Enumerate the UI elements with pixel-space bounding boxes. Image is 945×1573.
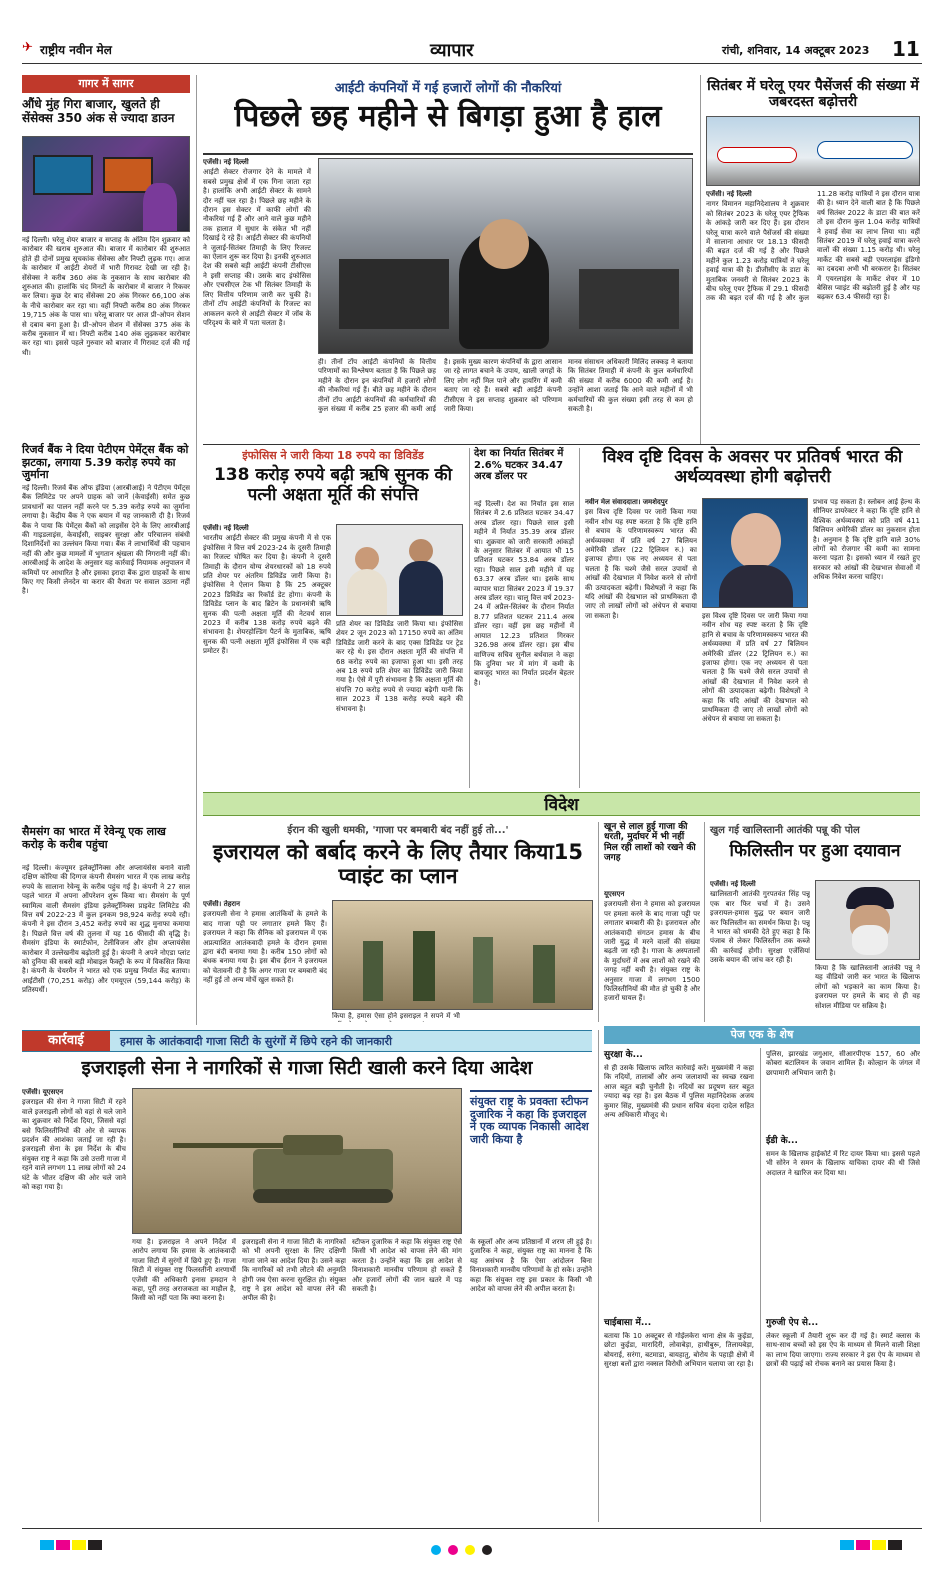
karyawahi-headline: इजराइली सेना ने नागरिकों से गाजा सिटी खाली करने दिया आदेश — [81, 1057, 533, 1079]
footer-rule — [22, 1528, 922, 1529]
date-line: रांची, शनिवार, 14 अक्टूबर 2023 — [722, 44, 870, 57]
newspaper-name: राष्ट्रीय नवीन मेल — [40, 43, 112, 57]
gaza-body — [604, 890, 700, 1022]
it-byline: एजेंसी। नई दिल्ली — [203, 158, 249, 166]
soldiers-photo — [332, 900, 593, 1010]
reg-dot-magenta — [448, 1545, 458, 1555]
israel-body-text: इजरायली सेना ने हमास आतंकियों के हमले के बाद गाजा पट्टी पर लगातार हमले किए हैं। इजरायल ने कहा कि सैनिक को इजरायल में एक अप्रत्याशित आतंकवादी हमले के दौरान हमास द्वारा बंदी बनाया गया है। करीब 150 लोगों को बंधक बनाया गया है। इस बीच ईरान ने इजरायल को चेतावनी दी है कि अगर गाजा पर बमबारी बंद नहीं हुई तो अन्य मोर्चे खुल सकते हैं। — [203, 910, 327, 985]
page-number: 11 — [892, 37, 920, 61]
black-swatch-r — [888, 1540, 902, 1550]
magenta-swatch-r — [856, 1540, 870, 1550]
karyawahi-label: कार्रवाई — [22, 1031, 110, 1051]
it-body-2: ही। तीनों टॉप आईटी कंपनियों के वित्तीय परिणामों का विश्लेषण बताता है कि पिछले छह महीने के दौरान इन कंपनियों में हजारों लोगों की नौकरियां गई हैं। बीते छह महीने के दौरान तीनों टॉप आईटी कंपनियों की कर्मचारियों की कुल संख्या में करीब 25 हजार की कमी आई है। इसके मुख्य कारण कंपनियों के द्वारा आसान जा रहे लागत बचाने के उपाय, खाली जगहों के लिए लोग नहीं मिल पाने और हायरिंग में कमी बताए जा रहे हैं। सबसे बड़ी आईटी कंपनी टीसीएस ने इस सप्ताह शुक्रवार को परिणाम जारी किया। — [318, 358, 562, 414]
yellow-swatch-r — [872, 1540, 886, 1550]
karyawahi-kicker: हमास के आतंकवादी गाजा सिटी के सुरंगों में छिपे रहने की जानकारी — [120, 1035, 392, 1048]
pannu-body — [710, 880, 810, 1022]
air-body — [706, 190, 920, 440]
reg-dot-yellow — [465, 1545, 475, 1555]
chaibasa-title: चाईबासा में... — [604, 1318, 652, 1328]
yellow-swatch — [72, 1540, 86, 1550]
police-body: पुलिस, झारखंड जगुआर, सीआरपीएफ 157, 60 और कोबरा बटालियन के जवान शामिल हैं। कोल्हान के जंगल में छापामारी अभियान जारी है। — [766, 1050, 920, 1077]
gaza-headline: खून से लाल हुई गाजा की धरती, मुर्दाघर में भी नहीं मिल रही लाशों को रखने की जगह — [604, 822, 696, 864]
color-bar-right — [840, 1540, 902, 1550]
left-body-2: नई दिल्ली। रिजर्व बैंक ऑफ इंडिया (आरबीआई) ने पेटीएम पेमेंट्स बैंक लिमिटेड पर अपने ग्राहक को जानें (केवाईसी) समेत कुछ प्रावधानों का पालन नहीं करने पर 5.39 करोड़ रुपये का जुर्माना लगाया है। केंद्रीय बैंक ने एक बयान में यह जानकारी दी है। रिजर्व बैंक ने पाया कि पेमेंट्स बैंकों को लाइसेंस देने के लिए आरबीआई की गाइडलाइंस, केवाईसी, साइबर सुरक्षा और परिचालन संबंधी दिशानिर्देशों का उल्लंघन किया गया। बैंक ने लाभार्थियों की पहचान नहीं की और कुछ मामलों में भुगतान श्रृंखला की निगरानी नहीं की। आरबीआई के आदेश के अनुसार यह कार्रवाई नियामक अनुपालन में कमियों पर आधारित है और इसका इरादा बैंक द्वारा ग्राहकों के साथ किए गए किसी लेनदेन या करार की वैधता पर सवाल उठाना नहीं है। — [22, 484, 190, 596]
left-headline-1: औंधे मुंह गिरा बाजार, खुलते ही सेंसेक्स 350 अंक से ज्यादा डाउन — [22, 97, 175, 125]
pannu-portrait-photo — [815, 880, 920, 960]
cyan-swatch — [40, 1540, 54, 1550]
left-headline-2: रिजर्व बैंक ने दिया पेटीएम पेमेंट्स बैंक को झटका, लगाया 5.39 करोड़ रुपये का जुर्माना — [22, 443, 189, 482]
it-body-3: मानव संसाधन अधिकारी मिलिंद लक्कड़ ने बताया कि सितंबर तिमाही में कंपनी के कुल कर्मचारियों की संख्या में करीब 6000 की कमी आई है। उन्होंने आशा जताई कि आने वाले महीनों में भी कर्मचारियों की कुल संख्या इसी तरह से कम हो सकती है। — [568, 358, 693, 414]
masthead — [22, 36, 922, 64]
ed-body: समन के खिलाफ हाईकोर्ट में रिट दायर किया था। इससे पहले भी सोरेन ने समन के खिलाफ याचिका दायर की थी जिसे अदालत ने खारिज कर दिया था। — [766, 1150, 920, 1177]
karyawahi-body-2: गया है। इजराइल ने अपने निर्देश में आरोप लगाया कि हमास के आतंकवादी गाजा सिटी में सुरंगों में छिपे हुए हैं। गाजा सिटी में संयुक्त राष्ट्र फिलस्तीनी शरणार्थी एजेंसी की अधिकारी इनास हमदान ने कहा, पूरी तरह अराजकता का माहौल है, किसी को नहीं पता कि क्या करना है। — [132, 1238, 236, 1303]
sight-body-3: इस विश्व दृष्टि दिवस पर जारी किया गया नवीन शोध यह स्पष्ट करता है कि दृष्टि हानि से बचाव के परिणामस्वरूप भारत की अर्थव्यवस्था में प्रति वर्ष 27 बिलियन अमेरिकी डॉलर (22 ट्रिलियन रु.) का इजाफा होगा। एक नए अध्ययन से पता चलता है कि चश्मे जैसे सरल उपायों से आंखों की देखभाल में निवेश करने से लोगों की उत्पादकता बढ़ेगी। विशेषज्ञों ने कहा कि यदि आंखों की देखभाल को प्राथमिकता दी जाए तो लाखों लोगों को अंधेपन से बचाया जा सकता है। — [702, 612, 808, 724]
magenta-swatch — [56, 1540, 70, 1550]
karyawahi-body-text: इजराइल की सेना ने गाजा सिटी में रहने वाले इजराइली लोगों को वहां से चले जाने का शुक्रवार को निर्देश दिया, जिससे वहां बसे फिलिस्तीनियों की ओर से व्यापक प्रदर्शन की आशंका जताई जा रही है। इजराइली सेना के इस निर्देश के बीच संयुक्त राष्ट्र ने कहा कि उसे उत्तरी गाजा में रहने वाले लगभग 11 लाख लोगों को 24 घंटे के भीतर दक्षिण की ओर चले जाने को कहा गया है। — [22, 1098, 126, 1192]
pannu-body-2: किया है कि खालिस्तानी आतंकी पन्नू ने यह वीडियो जारी कर भारत के खिलाफ लोगों को भड़काने का काम किया है। इजरायल पर हमले के बाद से ही वह सोशल मीडिया पर सक्रिय है। — [815, 964, 920, 1010]
gurujee-title: गुरुजी ऐप से... — [766, 1318, 819, 1328]
export-body: नई दिल्ली। देश का निर्यात इस साल सितंबर में 2.6 प्रतिशत घटकर 34.47 अरब डॉलर रहा। पिछले साल इसी महीने में निर्यात 35.39 अरब डॉलर था। शुक्रवार को जारी सरकारी आंकड़ों के अनुसार सितंबर में आयात भी 15 प्रतिशत घटकर 53.84 अरब डॉलर रहा। पिछले साल इसी महीने में यह 63.37 अरब डॉलर था। इसके साथ व्यापार घाटा सितंबर 2023 में 19.37 अरब डॉलर रहा। चालू वित्त वर्ष 2023-24 में अप्रैल-सितंबर के दौरान निर्यात 8.77 प्रतिशत घटकर 211.4 अरब डॉलर रहा। वहीं इस छह महीनों में आयात 12.23 प्रतिशत गिरकर 326.98 अरब डॉलर रहा। इस बीच वाणिज्य सचिव सुनील बर्थवाल ने कहा कि दुनिया भर में मांग में कमी के बावजूद भारत का निर्यात प्रदर्शन बेहतर है। — [474, 500, 574, 687]
it-body-1-text: आईटी सेक्टर रोजगार देने के मामले में सबसे प्रमुख क्षेत्रों में एक गिना जाता रहा है। हालांकि अभी आईटी सेक्टर के सामने दौर नहीं चल रहा है। पिछले छह महीने के दौरान इस सेक्टर में काफी लोगों की नौकरियां गई हैं और आने वाले कुछ महीने तक हालात में सुधार के संकेत भी नहीं दिखाई दे रहे हैं। आईटी सेक्टर की कंपनियों ने जुलाई-सितंबर तिमाही के लिए रिजल्ट का ऐलान शुरू कर दिया है। इनकी शुरुआत देश की सबसे बड़ी आईटी कंपनी टीसीएस ने इसी सप्ताह की। उसके बाद इंफोसिस और एचसीएल टेक भी सितंबर तिमाही के लिए वित्तीय परिणाम जारी कर चुकी है। तीनों टॉप आईटी कंपनियों के रिजल्ट का आकलन करने से आईटी सेक्टर में जॉब के परिदृश्य के बारे में पता चलता है। — [203, 168, 311, 327]
karyawahi-band — [22, 1030, 592, 1052]
pannu-kicker: खुल गई खालिस्तानी आतंकी पन्नू की पोल — [710, 825, 860, 836]
black-swatch — [88, 1540, 102, 1550]
section-title: व्यापार — [430, 40, 474, 61]
left-headline-3: सैमसंग का भारत में रेवेन्यू एक लाख करोड़ के करीब पहुंचा — [22, 825, 166, 851]
infosys-body — [203, 524, 331, 784]
israel-headline: इजरायल को बर्बाद करने के लिए तैयार किया15 प्वाइंट का प्लान — [212, 840, 584, 889]
sight-byline: नवीन मेल संवाददाता। जमशेदपुर — [585, 498, 668, 506]
newspaper-logo-icon: ✈ — [22, 40, 33, 55]
it-body-1 — [203, 158, 311, 440]
ed-title: ईडी के... — [766, 1136, 798, 1146]
it-headline: पिछले छह महीने से बिगड़ा हुआ है हाल — [234, 99, 662, 134]
infosys-body-text: भारतीय आईटी सेक्टर की प्रमुख कंपनी में से एक इंफोसिस ने वित्त वर्ष 2023-24 के दूसरी तिमाही का रिजल्ट घोषित कर दिया है। कंपनी ने दूसरी तिमाही के दौरान योग्य शेयरधारकों को 18 रुपये प्रति शेयर पर अंतरिम डिविडेंड जारी किया है। इंफोसिस ने ऐलान किया है कि 25 अक्टूबर 2023 डिविडेंड का रिकॉर्ड डेट होगा। कंपनी के डिविडेंड प्लान के बाद ब्रिटेन के प्रधानमंत्री ऋषि सुनक की पत्नी अक्षता मूर्ति की नेटवर्थ साल 2023 में करीब 138 करोड़ रुपये बढ़ने की संभावना है। शेयरहोल्डिंग पैटर्न के मुताबिक, ऋषि सुनक की पत्नी अक्षता मूर्ति इंफोसिस में एक बड़ी प्रमोटर हैं। — [203, 534, 331, 656]
cyan-swatch-r — [840, 1540, 854, 1550]
karyawahi-byline: एजेंसी। यूएसएन — [22, 1088, 64, 1096]
gaza-body-text: इजरायली सेना ने हमास को इजरायल पर हमला करने के बाद गाजा पट्टी पर लगातार बमबारी की है। इजरायल और आतंकवादी संगठन हमास के बीच जारी युद्ध में मरने वालों की संख्या बढ़ती जा रही है। गाजा के अस्पतालों के मुर्दाघरों में अब लाशों को रखने की जगह नहीं बची है। संयुक्त राष्ट्र के अनुसार गाजा में लगभग 1500 फिलिस्तीनियों की मौत हो चुकी है और हजारों घायल हैं। — [604, 900, 700, 1003]
sunak-murty-photo — [336, 524, 463, 616]
suraksha-title: सुरक्षा के... — [604, 1050, 643, 1060]
pannu-byline: एजेंसी। नई दिल्ली — [710, 880, 756, 888]
pannu-body-text: खालिस्तानी आतंकी गुरपतवंत सिंह पन्नू एक बार फिर चर्चा में है। उसने इजरायल-हमास युद्ध पर बयान जारी कर फिलिस्तीन का समर्थन किया है। पन्नू ने भारत को धमकी देते हुए कहा है कि पंजाब से लेकर फिलिस्तीन तक कब्जे की कार्रवाई होगी। सुरक्षा एजेंसियां उसके बयान की जांच कर रही हैं। — [710, 890, 810, 965]
videsh-title: विदेश — [544, 795, 579, 815]
suraksha-body: से ही उसके खिलाफ त्वरित कार्रवाई करें। मुख्यमंत्री ने कहा कि नदियों, तालाबों और अन्य जलाशयों का स्वच्छ रखना आज बहुत बड़ी चुनौती है। नदियों का प्रदूषण स्तर बहुत ज्यादा बढ़ रहा है। इस बैठक में पुलिस महानिदेशक अजय कुमार सिंह, मुख्यमंत्री की प्रधान सचिव वंदना दादेल सहित अन्य अधिकारी मौजूद थे। — [604, 1064, 754, 1120]
speaker-portrait-photo — [702, 498, 808, 608]
color-bar-left — [40, 1540, 102, 1550]
air-body-text: नागर विमानन महानिदेशालय ने शुक्रवार को सितंबर 2023 के घरेलू एयर ट्रैफिक के आंकड़े जारी कर दिए हैं। इस दौरान घरेलू यात्रा करने वाले पैसेंजर्स की संख्या में सालाना आधार पर 18.13 फीसदी की बढ़त दर्ज की गई है और पिछले महीने कुल 1.23 करोड़ यात्रियों ने घरेलू हवाई यात्रा की है। डीजीसीए के डाटा के मुताबिक जनवरी से सितंबर 2023 के बीच घरेलू एयर ट्रैफिक में 29.1 फीसदी तक की बढ़त दर्ज की गई है और कुल 11.28 करोड़ यात्रियों ने इस दौरान यात्रा की है। ध्यान देने वाली बात है कि पिछले वर्ष सितंबर 2022 के डाटा की बात करें तो इस दौरान कुल 1.04 करोड़ यात्रियों ने हवाई सेवा का लाभ लिया था। वहीं सितंबर 2019 में घरेलू हवाई यात्रा करने वालों की संख्या 1.15 करोड़ थी। घरेलू मार्केट की सबसे बड़ी एयरलाइंस इंडिगो का दबदबा अभी भी बरकरार है। सितंबर में एयरलाइंस के मार्केट शेयर में 10 बेसिस प्वाइंट की बढ़ोतरी हुई है और यह बढ़कर 63.4 फीसदी रहा है। — [706, 190, 920, 303]
karyawahi-quote: संयुक्त राष्ट्र के प्रवक्ता स्टीफन दुजारिक ने कहा कि इजराइल ने एक व्यापक निकासी आदेश जारी किया है — [470, 1090, 592, 1147]
air-byline: एजेंसी। नई दिल्ली — [706, 190, 752, 198]
cont-band: पेज एक के शेष — [604, 1026, 920, 1044]
karyawahi-quote-body: के स्कूलों और अन्य प्रतिष्ठानों में शरण ली हुई है। दुजारिक ने कहा, संयुक्त राष्ट्र का मानना है कि यह असंभव है कि ऐसा आंदोलन बिना विनाशकारी मानवीय परिणामों के हो सके। उन्होंने कहा कि संयुक्त राष्ट्र इस प्रकार के किसी भी आदेश को वापस लेने की अपील करता है। — [470, 1238, 592, 1294]
sight-headline: विश्व दृष्टि दिवस के अवसर पर प्रतिवर्ष भारत की अर्थव्यवस्था होगी बढ़ोत्तरी — [602, 447, 903, 487]
reg-dot-cyan — [431, 1545, 441, 1555]
tank-photo — [132, 1088, 462, 1234]
reg-dot-black — [482, 1545, 492, 1555]
israel-body — [203, 900, 327, 1020]
registration-dots — [430, 1540, 493, 1559]
sight-body-text: इस विश्व दृष्टि दिवस पर जारी किया गया नवीन शोध यह स्पष्ट करता है कि दृष्टि हानि से बचाव के परिणामस्वरूप भारत की अर्थव्यवस्था में प्रति वर्ष 27 बिलियन अमेरिकी डॉलर (22 ट्रिलियन रु.) का इजाफा होगा। एक नए अध्ययन से पता चलता है कि चश्मे जैसे सरल उपायों से आंखों की देखभाल में निवेश करने से लोगों की उत्पादकता बढ़ेगी। विशेषज्ञों ने कहा कि यदि आंखों की देखभाल को प्राथमिकता दी जाए तो लाखों लोगों को अंधेपन से बचाया जा सकता है। — [585, 508, 697, 620]
karyawahi-body-3: इजराइली सेना ने गाजा सिटी के नागरिकों को भी अपनी सुरक्षा के लिए दक्षिणी गाजा जाने का आदेश दिया है। उसने कहा कि नागरिकों को तभी लौटने की अनुमति होगी जब ऐसा करना सुरक्षित हो। संयुक्त राष्ट्र ने इस आदेश को वापस लेने की अपील की है। — [242, 1238, 346, 1303]
israel-byline: एजेंसी। तेहरान — [203, 900, 240, 908]
chaibasa-body: बताया कि 10 अक्टूबर से गोईलकेरा थाना क्षेत्र के कुईडा, छोटा कुईडा, मारादिरी, लोवाबेड़ा, हाथीबुरू, तिलायबेड़ा, बोयराई, सरंगा, बटमाडा, बायहातु, बोरोय के पहाड़ी क्षेत्रों में सुरक्षा बलों द्वारा नक्सल विरोधी अभियान चलाया जा रहा है। — [604, 1332, 754, 1369]
pannu-headline: फिलिस्तीन पर हुआ दयावान — [729, 841, 901, 861]
sight-body — [585, 498, 697, 784]
gurujee-body: लेकर स्कूली में तैयारी शुरू कर दी गई है। स्मार्ट क्लास के साथ-साथ बच्चों को इस ऐप के माध्यम से मिलने वाली शिक्षा का लाभ दिया जाएगा। राज्य सरकार ने इस ऐप के माध्यम से छात्रों की पढ़ाई को रोचक बनाने का प्रयास किया है। — [766, 1332, 920, 1369]
left-body-3: नई दिल्ली। कंज्यूमर इलेक्ट्रॉनिक्स और अप्लायंसेस बनाने वाली दक्षिण कोरिया की दिग्गज कंपनी सैमसंग भारत में एक लाख करोड़ रुपये के सालाना रेवेन्यू के करीब पहुंच गई है। कंपनी ने 27 साल पहले भारत में अपना ऑपरेशन शुरू किया था। सैमसंग के पूर्ण स्वामित्व वाली सैमसंग इंडिया इलेक्ट्रॉनिक्स प्राइवेट लिमिटेड की वित्त वर्ष 2022-23 में कुल इनकम 98,924 करोड़ रुपये रही। कंपनी ने इस दौरान 3,452 करोड़ रुपये का शुद्ध मुनाफा कमाया है। पिछले वित्त वर्ष की तुलना में यह 16 फीसदी की वृद्धि है। सैमसंग इंडिया के स्मार्टफोन, टेलीविजन और होम अप्लायंसेस कारोबार में उल्लेखनीय बढ़ोतरी हुई है। कंपनी ने अपने नोएडा प्लांट को दुनिया की सबसे बड़ी मोबाइल फैक्ट्री के रूप में विकसित किया है। कंपनी के चेयरमैन ने भारत को एक प्रमुख निर्यात केंद्र बताया। आईटीसी (70,251 करोड़) और एमयूएल (59,144 करोड़) के प्रतिस्पर्धी। — [22, 864, 190, 995]
stock-trader-photo — [22, 136, 190, 232]
infosys-body-2: प्रति शेयर का डिविडेंड जारी किया था। इंफोसिस शेयर 2 जून 2023 को 17150 रुपये का अंतिम डिविडेंड जारी करने के बाद एक्स डिविडेंड पर ट्रेड कर रहे थे। इस दौरान अक्षता मूर्ति की संपत्ति में 68 करोड़ रुपये का इजाफा हुआ था। इसी तरह अब 18 रुपये प्रति शेयर का डिविडेंड जारी किया गया है। ऐसे में पूरी संभावना है कि अक्षता मूर्ति की संपत्ति 70 करोड़ रुपये से ज्यादा बढ़ेगी यानी कि साल 2023 में 138 करोड़ रुपये बढ़ने की संभावना है। — [336, 620, 463, 713]
airplanes-photo — [706, 116, 920, 186]
it-kicker: आईटी कंपनियों में गई हजारों लोगों की नौकरियां — [334, 81, 562, 96]
infosys-kicker: इंफोसिस ने जारी किया 18 रुपये का डिविडेंड — [242, 449, 424, 462]
gaza-byline: यूएसएन — [604, 890, 625, 898]
infosys-byline: एजेंसी। नई दिल्ली — [203, 524, 249, 532]
videsh-band — [203, 792, 920, 816]
tag-gagar: गागर में सागर — [22, 75, 190, 93]
karyawahi-body — [22, 1088, 126, 1522]
israel-body-2: किया है, हमास ऐसा होने इसराइल ने सपने में भी — [332, 1012, 460, 1020]
sight-body-2: प्रभाव पड़ सकता है। स्लोबन आई हेल्थ के सीनियर डायरेक्टर ने कहा कि दृष्टि हानि से वैश्विक अर्थव्यवस्था को प्रति वर्ष 411 बिलियन अमेरिकी डॉलर का नुकसान होता है। अनुमान है कि दृष्टि हानि वाले 30% लोगों को रोजगार की कमी का सामना करना पड़ता है। इसको ध्यान में रखते हुए सरकार को आंखों की देखभाल सेवाओं में अधिक निवेश करना चाहिए। — [813, 498, 920, 582]
office-workers-photo — [318, 158, 693, 354]
export-headline: देश का निर्यात सितंबर में 2.6% घटकर 34.47 अरब डॉलर पर — [474, 448, 564, 482]
left-body-1: नई दिल्ली। घरेलू शेयर बाजार व सप्ताह के अंतिम दिन शुक्रवार को कारोबार की खराब शुरुआत की। बाजार में कारोबार की शुरुआत होते ही दोनों प्रमुख सूचकांक सेंसेक्स और निफ्टी लुढ़क गए। आज के कारोबार में आईटी शेयरों में भारी गिरावट देखी जा रही है। सेंसेक्स ने करीब 360 अंक के नुकसान के साथ कारोबार की शुरुआत की। हालांकि चंद मिनटों के कारोबार में बाजार ने रिकवर कर लिया। कुछ देर बाद सेंसेक्स 20 अंक गिरकर 66,100 अंक के नीचे कारोबार कर रहा था। वहीं निफ्टी करीब 80 अंक गिरकर 19,715 अंक के पास था। घरेलू बाजार पर आज प्री-ओपन सेशन से दबाव बना हुआ है। प्री-ओपन सेशन में सेंसेक्स 375 अंक के करीब नुकसान में था। निफ्टी करीब 140 अंक लुढ़ककर कारोबार कर रहा था। इससे पहले गुरुवार को बाजार में गिरावट दर्ज की गई थी। — [22, 236, 190, 357]
air-headline: सितंबर में घरेलू एयर पैसेंजर्स की संख्या में जबरदस्त बढ़ोत्तरी — [707, 78, 919, 111]
karyawahi-body-4: स्टीफन दुजारिक ने कहा कि संयुक्त राष्ट्र ऐसे किसी भी आदेश को वापस लेने की मांग करता है। उन्होंने कहा कि इस आदेश से विनाशकारी मानवीय परिणाम हो सकते हैं और हजारों लोगों की जान खतरे में पड़ सकती है। — [352, 1238, 462, 1294]
israel-kicker: ईरान की खुली धमकी, 'गाजा पर बमबारी बंद नहीं हुई तो...' — [287, 825, 509, 836]
infosys-headline: 138 करोड़ रुपये बढ़ी ऋषि सुनक की पत्नी अक्षता मूर्ति की संपत्ति — [213, 465, 453, 505]
